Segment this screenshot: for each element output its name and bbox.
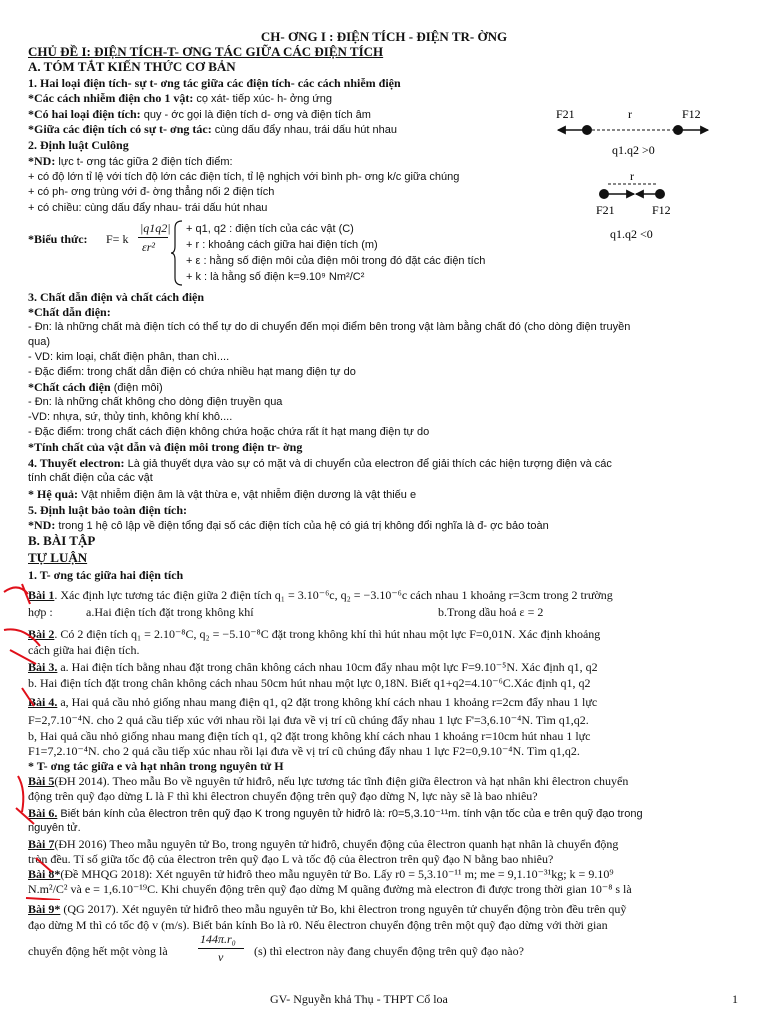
topic-title: CHỦ ĐỀ I: ĐIỆN TÍCH-T- ƠNG TÁC GIỮA CÁC ĐIỆN TÍCH bbox=[28, 44, 384, 59]
noi-dung: *ND: lực t- ơng tác giữa 2 điện tích điểm: bbox=[28, 154, 233, 168]
chat-dan-dien-dd: - Đặc điểm: trong chất dẫn điện có chứa nhiều hạt mang điện tự do bbox=[28, 366, 356, 378]
bai-3-b: b. Hai điện tích đặt trong chân không cách nhau 50cm hút nhau một lực 0,18N. Biết q1+q2=4.10⁻⁶C.Xác định q1, q2 bbox=[28, 676, 591, 690]
bai-7: Bài 7(ĐH 2016) Theo mẫu nguyên tử Bo, trong nguyên tử hiđrô, chuyển động của êlectron quanh hạt nhân là chuyển động bbox=[28, 837, 619, 851]
bai-2: Bài 2. Có 2 điện tích q₁ = 2.10⁻⁸C, q₂ = −5.10⁻⁸C đặt trong không khí thì hút nhau một lực F=0,01N. Xác định khoảng bbox=[28, 627, 601, 641]
legend-line-2: + r : khoảng cách giữa hai điện tích (m) bbox=[186, 239, 378, 251]
chat-cach-dien-dd: - Đặc điểm: trong chất cách điện không chứa hoặc chứa rất ít hạt mang điện tự do bbox=[28, 426, 430, 438]
bai-5: Bài 5(ĐH 2014). Theo mẫu Bo về nguyên tử hiđrô, nếu lực tương tác tĩnh điện giữa êlectron và hạt nhân khi êlectron chuyển bbox=[28, 774, 629, 788]
bai-1-hop: hợp : bbox=[28, 605, 53, 619]
part-1-heading: 1. T- ơng tác giữa hai điện tích bbox=[28, 568, 184, 582]
formula-numerator: |q1q2| bbox=[140, 221, 171, 235]
section-b-title: B. BÀI TẬP bbox=[28, 533, 96, 548]
brace-icon bbox=[170, 220, 184, 286]
bai-1-a: a.Hai điện tích đặt trong không khí bbox=[86, 605, 254, 619]
chat-cach-dien-vd: -VD: nhựa, sứ, thủy tinh, không khí khô.... bbox=[28, 411, 233, 423]
f12-label-bottom: F12 bbox=[652, 203, 671, 217]
heading-4: 4. Thuyết electron: Là giả thuyết dựa vào sự có mặt và di chuyển của electron để giải thích các hiện tượng điện và các bbox=[28, 456, 612, 470]
bai-9-line-3a: chuyển động hết một vòng là bbox=[28, 944, 168, 958]
condition-positive: q1.q2 >0 bbox=[612, 143, 655, 157]
noi-dung-5: *ND: trong 1 hệ cô lập về điện tổng đại số các điện tích của hệ có giá trị không đổi nghĩa là đ- ợc bảo toàn bbox=[28, 518, 549, 532]
condition-negative: q1.q2 <0 bbox=[610, 227, 653, 241]
page-number: 1 bbox=[732, 992, 738, 1006]
bullet-1: + có độ lớn tỉ lệ với tích độ lớn các điện tích, tỉ lệ nghịch với bình ph- ơng k/c giữa chúng bbox=[28, 171, 460, 183]
bai-1-b: b.Trong dầu hoả ε = 2 bbox=[438, 605, 544, 619]
coulomb-diagram bbox=[548, 92, 748, 252]
bai-9-line-3b: (s) thì electron này đang chuyển động trên quỹ đạo nào? bbox=[254, 944, 524, 958]
heading-5: 5. Định luật bảo toàn điện tích: bbox=[28, 503, 188, 517]
bai-4-line-4: F1=7,2.10⁻⁴N. cho 2 quả cầu tiếp xúc nhau rồi lại đưa về vị trí cũ chúng đẩy nhau 1 lực F2=0,9.10⁻⁴N. Tìm q1,q2. bbox=[28, 744, 580, 758]
chapter-title: CH- ƠNG I : ĐIỆN TÍCH - ĐIỆN TR- ỜNG bbox=[260, 29, 508, 44]
bai-6: Bài 6. Biết bán kính của êlectron trên quỹ đạo K trong nguyên tử hiđrô là: r0=5,3.10⁻¹¹m. tính vận tốc của e trên quỹ đạo trong bbox=[28, 806, 643, 820]
heading-2: 2. Định luật Culông bbox=[28, 138, 129, 152]
bai-4-line-2: F=2,7.10⁻⁴N. cho 2 quả cầu tiếp xúc với nhau rồi lại đưa về vị trí cũ chúng đẩy nhau 1 lực F'=3,6.10⁻⁴N. Tìm q1,q2. bbox=[28, 713, 589, 727]
legend-line-4: + k : là hằng số điện k=9.10⁹ Nm²/C² bbox=[186, 271, 365, 283]
bai-9-cont: đạo dừng M thì có tốc độ v (m/s). Biết bán kính Bo là r0. Nếu êlectron chuyển động trên một quỹ đạo dừng với thời gian bbox=[28, 918, 608, 932]
bai-4: Bài 4. a, Hai quả cầu nhỏ giống nhau mang điện q1, q2 đặt trong không khí cách nhau 1 khoảng r=2cm đẩy nhau 1 lực bbox=[28, 695, 598, 709]
footer-author: GV- Nguyễn khả Thụ - THPT Cổ loa bbox=[270, 992, 448, 1006]
bai-8: Bài 8*(Đề MHQG 2018): Xét nguyên tử hiđrô theo mẫu nguyên tử Bo. Lấy r0 = 5,3.10⁻¹¹ m; me = 9,1.10⁻³¹kg; k = 9.10⁹ bbox=[28, 867, 614, 881]
bullet-2: + có ph- ơng trùng với đ- ờng thẳng nối 2 điện tích bbox=[28, 186, 275, 198]
bai-9-frac-bar bbox=[198, 948, 244, 949]
section-a-title: A. TÓM TẮT KIẾN THỨC CƠ BẢN bbox=[28, 59, 236, 74]
bai-2-cont: cách giữa hai điện tích. bbox=[28, 643, 140, 657]
he-qua: * Hệ quả: Vật nhiễm điện âm là vật thừa e, vật nhiễm điện dương là vật thiếu e bbox=[28, 487, 417, 501]
tu-luan-heading: TỰ LUẬN bbox=[28, 550, 88, 565]
bai-7-cont: tròn đều. Tỉ số giữa tốc độ của êlectron trên quỹ đạo L và tốc độ của êlectron trên quỹ đạo N bằng bao nhiêu? bbox=[28, 852, 554, 866]
chat-dan-dien-dn: - Đn: là những chất mà điện tích có thể tự do di chuyển đến mọi điểm bên trong vật làm bằng chất đó (cho dòng điện truyền bbox=[28, 321, 631, 333]
legend-line-1: + q1, q2 : điện tích của các vật (C) bbox=[186, 223, 354, 235]
heading-4-cont: tính chất điện của các vật bbox=[28, 472, 153, 484]
formula-denominator: εr² bbox=[142, 240, 155, 254]
bai-5-cont: động trên quỹ đạo dừng L là F thì khi êlectron chuyển động trên quỹ đạo dừng N, lực này sẽ là bao nhiêu? bbox=[28, 789, 538, 803]
tinh-chat: *Tính chất của vật dẫn và điện môi trong điện tr- ờng bbox=[28, 440, 303, 454]
f21-label-bottom: F21 bbox=[596, 203, 615, 217]
chat-cach-dien-dn: - Đn: là những chất không cho dòng điện truyền qua bbox=[28, 396, 283, 408]
f21-label-top: F21 bbox=[556, 107, 575, 121]
red-pen-marks bbox=[0, 580, 90, 900]
chat-dan-dien-label: *Chất dẫn điện: bbox=[28, 305, 111, 319]
tuong-tac: *Giữa các điện tích có sự t- ơng tác: cùng dấu đẩy nhau, trái dấu hút nhau bbox=[28, 122, 398, 136]
bieu-thuc-label: *Biểu thức: bbox=[28, 232, 88, 246]
bai-4-line-3: b, Hai quả cầu nhỏ giống nhau mang điện tích q1, q2 đặt trong không khí cách nhau 1 khoảng r=10cm hút nhau 1 lực bbox=[28, 729, 591, 743]
r-label-top: r bbox=[628, 107, 632, 121]
part-2-heading: * T- ơng tác giữa e và hạt nhân trong nguyên tử H bbox=[28, 759, 284, 773]
r-label-bottom: r bbox=[630, 169, 634, 183]
legend-line-3: + ε : hằng số điện môi của điện môi trong đó đặt các điện tích bbox=[186, 255, 486, 267]
hai-loai-dien-tich: *Có hai loại điện tích: quy - ớc gọi là điện tích d- ơng và điện tích âm bbox=[28, 107, 371, 121]
f12-label-top: F12 bbox=[682, 107, 701, 121]
bai-8-cont: N.m²/C² và e = 1,6.10⁻¹⁹C. Khi chuyển động trên quỹ đạo dừng M quãng đường mà electron đi được trong thời gian 10⁻⁸ s là bbox=[28, 882, 632, 896]
formula-f: F= k bbox=[106, 232, 129, 246]
bai-3: Bài 3. a. Hai điện tích bằng nhau đặt trong chân không cách nhau 10cm đẩy nhau một lực F=9.10⁻⁵N. Xác định q1, q2 bbox=[28, 660, 598, 674]
bai-6-cont: nguyên tử. bbox=[28, 822, 81, 834]
heading-3: 3. Chất dẫn điện và chất cách điện bbox=[28, 290, 205, 304]
bai-9: Bài 9* (QG 2017). Xét nguyên tử hiđrô theo mẫu nguyên tử Bo, khi êlectron trong nguyên tử chuyển động tròn đều trên quỹ bbox=[28, 902, 627, 916]
chat-dan-dien-dn-2: qua) bbox=[28, 336, 51, 348]
bai-9-frac-num: 144π.r₀ bbox=[200, 932, 236, 946]
bai-1: Bài 1. Xác định lực tương tác điện giữa 2 điện tích q₁ = 3.10⁻⁶c, q₂ = −3.10⁻⁶c cách nhau 1 khoảng r=3cm trong 2 trường bbox=[28, 588, 613, 602]
heading-1: 1. Hai loại điện tích- sự t- ơng tác giữa các điện tích- các cách nhiễm điện bbox=[28, 76, 401, 90]
cach-nhiem-dien: *Các cách nhiễm điện cho 1 vật: cọ xát- tiếp xúc- h- ởng ứng bbox=[28, 91, 333, 105]
chat-cach-dien-label: *Chất cách điện (điện môi) bbox=[28, 380, 163, 394]
chat-dan-dien-vd: - VD: kim loại, chất điện phân, than chì.... bbox=[28, 351, 230, 363]
bullet-3: + có chiều: cùng dấu đẩy nhau- trái dấu hút nhau bbox=[28, 202, 268, 214]
formula-bar bbox=[138, 237, 168, 238]
bai-9-frac-den: v bbox=[218, 950, 224, 964]
